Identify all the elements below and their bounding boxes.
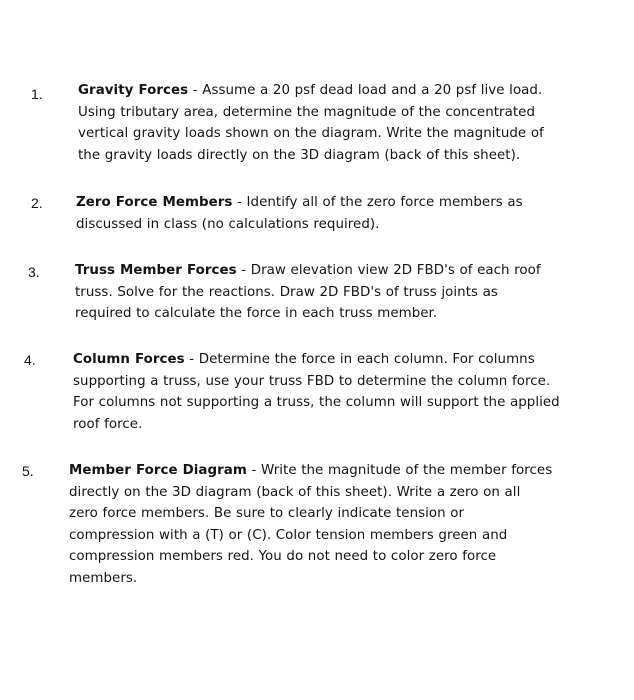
item-line: required to calculate the force in each truss member.: [75, 306, 438, 321]
item-title: Zero Force Members: [76, 195, 233, 210]
item-line: zero force members. Be sure to clearly indicate tension or: [69, 506, 465, 521]
item-line: For columns not supporting a truss, the column will support the applied: [73, 395, 560, 410]
item-line: supporting a truss, use your truss FBD to determine the column force.: [73, 373, 551, 389]
item-first-line: [76, 192, 616, 214]
item-number: 4.: [24, 352, 36, 368]
item-line: roof force.: [73, 416, 143, 432]
item-number: 2.: [31, 195, 43, 211]
item-line: - Draw elevation view 2D FBD's of each roof: [236, 263, 541, 278]
item-line: the gravity loads directly on the 3D diagram (back of this sheet).: [78, 147, 521, 163]
item-first-line: [75, 260, 615, 282]
item-line: compression members red. You do not need to color zero force: [69, 549, 497, 564]
item-line: compression with a (T) or (C). Color tension members green and: [69, 527, 508, 543]
item-body: [75, 260, 615, 325]
item-line: truss. Solve for the reactions. Draw 2D FBD's of truss joints as: [75, 284, 498, 300]
item-line: Using tributary area, determine the magnitude of the concentrated: [78, 104, 536, 120]
item-line: discussed in class (no calculations required).: [76, 216, 380, 232]
item-number: 1.: [31, 86, 43, 102]
item-body: [76, 192, 616, 235]
item-line: - Assume a 20 psf dead load and a 20 psf live load.: [188, 83, 543, 98]
item-body: [69, 460, 609, 589]
item-first-line: [78, 80, 618, 102]
item-line: - Write the magnitude of the member forces: [246, 463, 553, 478]
item-number: 3.: [28, 264, 40, 280]
item-title: Column Forces: [73, 352, 185, 367]
item-first-line: [73, 349, 613, 371]
item-title: Truss Member Forces: [75, 263, 237, 278]
item-title: Gravity Forces: [78, 83, 189, 98]
item-line: - Determine the force in each column. For columns: [184, 352, 535, 367]
item-title: Member Force Diagram: [69, 463, 247, 478]
item-line: - Identify all of the zero force members as: [232, 195, 523, 210]
item-body: [73, 349, 613, 435]
item-line: members.: [69, 570, 138, 586]
item-line: directly on the 3D diagram (back of this sheet). Write a zero on all: [69, 484, 521, 500]
item-body: [78, 80, 618, 166]
item-line: vertical gravity loads shown on the diagram. Write the magnitude of: [78, 126, 544, 141]
item-number: 5.: [22, 463, 34, 479]
item-first-line: [69, 460, 609, 482]
